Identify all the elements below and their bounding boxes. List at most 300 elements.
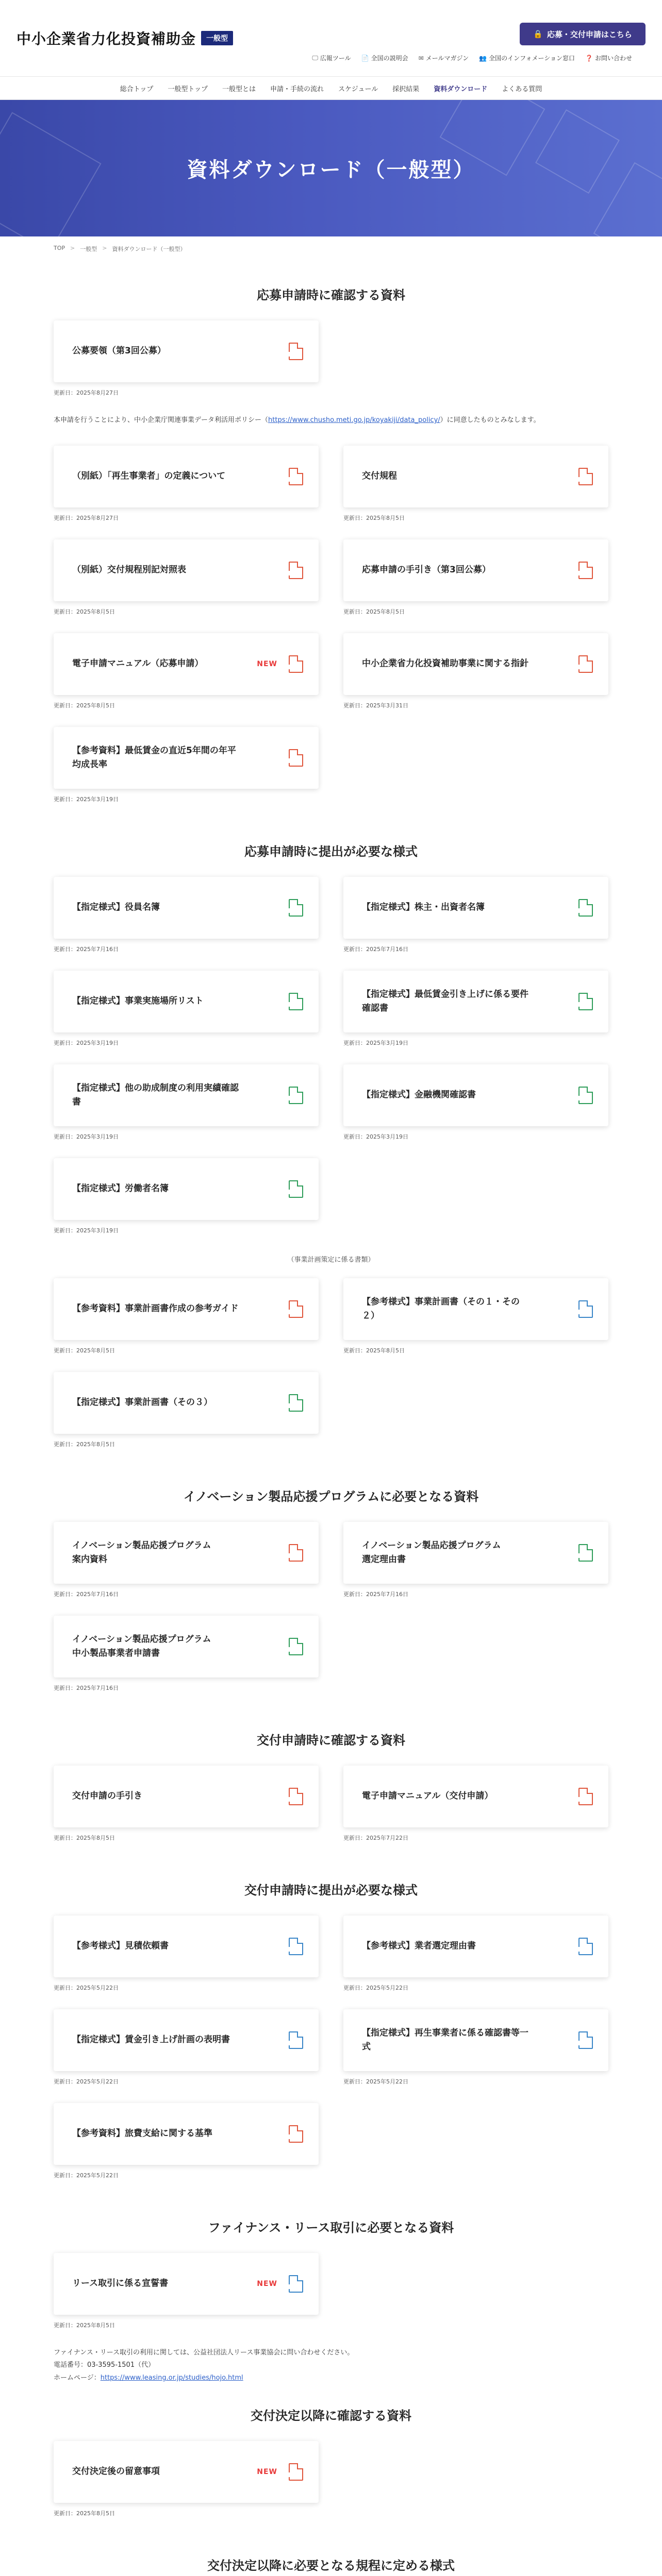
xls-file-icon	[289, 1394, 303, 1412]
document-card-meta	[289, 468, 303, 485]
document-card[interactable]	[343, 1766, 608, 1827]
updated-date: 更新日：2025年8月27日	[54, 514, 119, 521]
xls-file-icon	[578, 993, 593, 1010]
section-title: 交付申請時に提出が必要な様式	[244, 1883, 418, 1897]
file-type-label	[577, 1310, 588, 1314]
document-card-wrapper	[54, 1522, 319, 1598]
section-title: 交付決定以降に確認する資料	[251, 2408, 411, 2423]
file-type-text: PDF	[289, 2134, 297, 2139]
document-grid	[54, 446, 608, 821]
site-title[interactable]: 中小企業省力化投資補助金	[16, 30, 196, 47]
section-title: ファイナンス・リース取引に必要となる資料	[208, 2220, 454, 2235]
file-type-text: PDF	[289, 352, 297, 356]
document-card-wrapper	[54, 971, 319, 1047]
file-type-text: PDF	[289, 1797, 297, 1801]
file-type-text: PDF	[289, 664, 297, 669]
hero-decoration	[535, 109, 620, 194]
document-title: 【指定様式】株主・出資者名簿	[362, 902, 485, 913]
utility-links	[312, 54, 632, 62]
xls-file-icon	[289, 1638, 303, 1655]
document-card-meta	[578, 1300, 593, 1318]
document-card-wrapper	[54, 1158, 319, 1234]
pdf-file-icon	[289, 655, 303, 673]
external-link[interactable]: https://www.chusho.meti.go.jp/koyakiji/data_policy/	[268, 416, 440, 424]
document-title: 【指定様式】事業計画書（その３）	[72, 1397, 212, 1408]
file-type-label	[288, 1403, 297, 1408]
document-title: 交付申請の手引き	[72, 1791, 142, 1802]
document-card-meta	[289, 1394, 303, 1412]
file-type-label	[577, 571, 588, 575]
document-card[interactable]	[54, 877, 319, 939]
people-icon: 👥	[479, 54, 487, 62]
document-card[interactable]	[54, 1278, 319, 1340]
doc-file-icon	[578, 1300, 593, 1318]
file-type-label	[288, 2284, 299, 2289]
file-type-text: XLS	[578, 1095, 586, 1100]
document-title: 交付決定後の留意事項	[72, 2466, 160, 2477]
file-type-label	[577, 2041, 588, 2045]
pdf-file-icon	[289, 1544, 303, 1562]
file-type-text: PDF	[289, 477, 297, 481]
file-type-label	[288, 908, 297, 913]
document-icon: 📄	[361, 54, 369, 62]
document-card-wrapper	[54, 633, 319, 709]
document-card[interactable]	[54, 539, 319, 601]
xls-file-icon	[289, 993, 303, 1010]
document-card[interactable]	[54, 2009, 319, 2071]
global-nav	[0, 76, 662, 100]
document-card-meta	[289, 343, 303, 360]
updated-date: 更新日：2025年8月5日	[54, 1440, 115, 1448]
document-card-wrapper	[343, 539, 608, 616]
document-card-meta	[289, 749, 303, 767]
document-card-meta	[289, 1788, 303, 1805]
updated-date: 更新日：2025年8月5日	[54, 2510, 115, 2517]
file-type-label	[288, 477, 298, 482]
file-type-text: DOC	[578, 1309, 587, 1314]
hero-decoration	[593, 162, 662, 236]
document-title: イノベーション製品応援プログラム 選定理由書	[362, 1540, 501, 1565]
document-title: 交付規程	[362, 471, 397, 482]
document-card-wrapper	[54, 1372, 319, 1448]
document-card[interactable]	[343, 1522, 608, 1584]
file-type-label	[288, 571, 298, 575]
file-type-label	[288, 1310, 298, 1314]
file-type-text: PDF	[289, 758, 297, 762]
document-card-meta	[289, 1300, 303, 1318]
document-card-meta	[578, 1788, 593, 1805]
file-type-text: PDF	[289, 2472, 297, 2477]
xls-file-icon	[289, 1180, 303, 1198]
xls-file-icon	[578, 1544, 593, 1562]
lock-icon: 🔒	[533, 29, 543, 39]
file-type-label	[288, 2134, 298, 2139]
document-card-meta	[578, 655, 593, 673]
document-card[interactable]	[343, 1916, 608, 1977]
site-header	[0, 0, 662, 62]
new-badge: NEW	[257, 2467, 277, 2476]
document-card[interactable]	[343, 1064, 608, 1126]
xls-file-icon	[578, 899, 593, 917]
main-content	[54, 261, 608, 2576]
file-type-label	[288, 2041, 299, 2045]
file-type-label	[577, 1002, 587, 1007]
document-title: （別紙）「再生事業者」の定義について	[72, 471, 226, 482]
updated-date: 更新日：2025年7月16日	[343, 1590, 408, 1598]
document-title: イノベーション製品応援プログラム 中小製品事業者申請書	[72, 1634, 211, 1658]
document-title: 【参考様式】事業計画書（その１・その２）	[362, 1296, 520, 1321]
nav-item[interactable]: 一般型トップ	[168, 85, 208, 93]
updated-date: 更新日：2025年7月16日	[54, 1590, 119, 1598]
updated-date: 更新日：2025年3月19日	[54, 1133, 119, 1140]
breadcrumb-separator: >	[102, 245, 107, 251]
document-card-meta	[289, 1638, 303, 1655]
updated-date: 更新日：2025年8月5日	[343, 514, 405, 521]
document-card[interactable]	[54, 727, 319, 789]
info-note: ファイナンス・リース取引の利用に関しては、公益社団法人リース事業協会に問い合わせください。 電話番号：03-3595-1501（代） ホームページ：https://www.leasing.or.jp/studies/hojo.html	[54, 2348, 354, 2382]
document-grid	[54, 1766, 608, 1859]
file-type-label	[288, 665, 298, 669]
breadcrumb	[0, 236, 662, 261]
document-card-wrapper	[343, 1278, 608, 1354]
updated-date: 更新日：2025年8月5日	[343, 608, 405, 615]
utility-link-label: メールマガジン	[425, 55, 469, 62]
document-title: 【指定様式】金融機関確認書	[362, 1090, 476, 1100]
file-type-label	[288, 352, 298, 357]
document-title: 【指定様式】事業実施場所リスト	[72, 996, 204, 1007]
updated-date: 更新日：2025年8月5日	[343, 1347, 405, 1354]
document-card[interactable]	[54, 1522, 319, 1584]
breadcrumb-item: 資料ダウンロード（一般型）	[112, 246, 186, 252]
document-grid	[54, 1278, 608, 1466]
document-card-wrapper	[54, 1064, 319, 1141]
document-title: 電子申請マニュアル（応募申請）	[72, 658, 204, 669]
document-card[interactable]	[54, 1158, 319, 1220]
document-card[interactable]	[54, 446, 319, 507]
question-icon: ❓	[585, 54, 593, 62]
file-type-label	[288, 1002, 297, 1007]
document-grid	[54, 877, 608, 1252]
nav-item[interactable]: 申請・手続の流れ	[270, 85, 324, 93]
document-card[interactable]	[54, 1916, 319, 1977]
file-type-text: PDF	[289, 570, 297, 575]
updated-date: 更新日：2025年8月5日	[54, 1834, 115, 1841]
updated-date: 更新日：2025年5月22日	[343, 1984, 408, 1991]
document-card-wrapper	[54, 539, 319, 616]
file-type-label	[577, 665, 588, 669]
document-title: 【指定様式】賃金引き上げ計画の表明書	[72, 2035, 230, 2045]
apply-button-label: 応募・交付申請はこちら	[547, 29, 632, 39]
file-type-label	[288, 1797, 298, 1802]
document-card[interactable]	[343, 2009, 608, 2071]
file-type-text: XLS	[578, 1553, 586, 1557]
file-type-label	[288, 1190, 297, 1194]
nav-item[interactable]: よくある質問	[502, 85, 542, 93]
document-title: 電子申請マニュアル（交付申請）	[362, 1791, 493, 1802]
document-card-wrapper	[54, 2009, 319, 2086]
document-card-meta	[257, 2463, 303, 2481]
pdf-file-icon	[578, 562, 593, 579]
pdf-file-icon	[289, 562, 303, 579]
updated-date: 更新日：2025年3月19日	[54, 1039, 119, 1046]
new-badge: NEW	[257, 659, 277, 668]
pdf-file-icon	[289, 749, 303, 767]
updated-date: 更新日：2025年8月5日	[54, 2321, 115, 2329]
updated-date: 更新日：2025年7月22日	[343, 1834, 408, 1841]
file-type-text: DOC	[289, 1946, 297, 1951]
document-title: 【指定様式】再生事業者に係る確認書等一式	[362, 2027, 528, 2052]
document-card[interactable]	[54, 1766, 319, 1827]
file-type-text: PDF	[289, 1309, 297, 1314]
document-grid	[54, 1522, 608, 1709]
document-card[interactable]	[54, 2441, 319, 2503]
utility-link[interactable]	[312, 54, 351, 62]
document-title: 【指定様式】最低賃金引き上げに係る要件確認書	[362, 989, 528, 1013]
type-badge: 一般型	[201, 31, 233, 45]
document-card-wrapper	[343, 2009, 608, 2086]
document-grid	[54, 2441, 608, 2535]
document-card-wrapper	[54, 1766, 319, 1842]
file-type-text: XLS	[289, 908, 296, 912]
updated-date: 更新日：2025年5月22日	[54, 1984, 119, 1991]
site-logo[interactable]	[16, 28, 233, 48]
updated-date: 更新日：2025年3月31日	[343, 702, 408, 709]
file-type-text: PDF	[289, 1553, 297, 1557]
section-title: 応募申請時に提出が必要な様式	[244, 844, 418, 859]
pdf-file-icon	[289, 2463, 303, 2481]
file-type-text: DOC	[578, 1946, 587, 1951]
file-type-label	[288, 1553, 298, 1558]
mail-icon: ✉	[418, 54, 424, 62]
document-title: 【指定様式】他の助成制度の利用実績確認書	[72, 1082, 239, 1107]
document-card-wrapper	[54, 2103, 319, 2179]
utility-link-label: 全国のインフォメーション窓口	[489, 55, 575, 62]
document-title: 【指定様式】役員名簿	[72, 902, 160, 913]
document-card[interactable]	[343, 971, 608, 1032]
file-type-label	[288, 758, 298, 763]
file-type-label	[577, 1947, 588, 1952]
section-title: 交付決定以降に必要となる規程に定める様式	[207, 2558, 455, 2573]
document-card[interactable]	[343, 539, 608, 601]
document-card-meta	[289, 899, 303, 917]
hero-banner	[0, 100, 662, 236]
utility-link[interactable]	[419, 54, 469, 62]
monitor-icon: 🖵	[312, 54, 318, 61]
pdf-file-icon	[289, 343, 303, 360]
hero-decoration	[0, 112, 102, 236]
updated-date: 更新日：2025年5月22日	[54, 2172, 119, 2179]
file-type-text: XLS	[578, 908, 586, 912]
external-link[interactable]: https://www.leasing.or.jp/studies/hojo.html	[100, 2374, 243, 2382]
document-card-meta	[289, 993, 303, 1010]
document-title: 【参考様式】業者選定理由書	[362, 1941, 476, 1952]
document-card[interactable]	[54, 2103, 319, 2165]
document-grid	[54, 1916, 608, 2197]
document-card-wrapper	[343, 446, 608, 522]
file-type-text: DOC	[289, 2284, 297, 2289]
file-type-label	[577, 477, 588, 482]
xls-file-icon	[289, 1087, 303, 1104]
file-type-label	[288, 1947, 299, 1952]
document-card[interactable]	[343, 1278, 608, 1340]
file-type-label	[577, 1553, 587, 1558]
pdf-file-icon	[289, 2125, 303, 2143]
utility-link[interactable]	[585, 54, 632, 62]
document-grid	[54, 320, 608, 414]
document-card-meta	[257, 655, 303, 673]
breadcrumb-separator: >	[70, 245, 75, 251]
utility-link-label: 広報ツール	[320, 55, 351, 62]
document-card[interactable]	[343, 446, 608, 507]
section-title: イノベーション製品応援プログラムに必要となる資料	[183, 1489, 479, 1504]
pdf-file-icon	[289, 1788, 303, 1805]
updated-date: 更新日：2025年7月16日	[54, 945, 119, 953]
document-title: 【参考資料】最低賃金の直近5年間の年平均成長率	[72, 745, 236, 770]
document-title: 【参考資料】旅費支給に関する基準	[72, 2128, 212, 2139]
document-card-meta	[578, 562, 593, 579]
document-card[interactable]	[54, 633, 319, 695]
updated-date: 更新日：2025年5月22日	[343, 2078, 408, 2085]
document-card-meta	[578, 899, 593, 917]
document-card[interactable]	[343, 633, 608, 695]
subsection-heading: （事業計画策定に係る書類）	[287, 1256, 375, 1264]
document-card-wrapper	[343, 1064, 608, 1141]
document-card-wrapper	[54, 877, 319, 953]
apply-button[interactable]	[520, 23, 646, 45]
file-type-label	[577, 1096, 587, 1100]
pdf-file-icon	[289, 1300, 303, 1318]
info-note: 本申請を行うことにより、中小企業庁関連事業データ利活用ポリシー（https://www.chusho.meti.go.jp/koyakiji/data_policy/）に同意したものとみなします。	[54, 416, 540, 424]
file-type-label	[288, 1647, 297, 1652]
utility-link-label: お問い合わせ	[594, 55, 632, 62]
document-card-meta	[578, 2031, 593, 2049]
file-type-text: PDF	[578, 664, 587, 669]
nav-item[interactable]: 総合トップ	[120, 85, 154, 93]
document-card-wrapper	[343, 1766, 608, 1842]
doc-file-icon	[289, 2275, 303, 2293]
updated-date: 更新日：2025年3月19日	[343, 1039, 408, 1046]
file-type-text: XLS	[289, 1189, 296, 1194]
utility-link[interactable]	[361, 54, 408, 62]
file-type-label	[288, 2472, 298, 2477]
document-card[interactable]	[54, 1616, 319, 1677]
document-card-wrapper	[343, 971, 608, 1047]
section-title: 応募申請時に確認する資料	[257, 288, 405, 302]
document-card[interactable]	[54, 971, 319, 1032]
section-title: 交付申請時に確認する資料	[257, 1733, 405, 1748]
document-card-wrapper	[54, 1916, 319, 1992]
document-card[interactable]	[54, 1372, 319, 1434]
document-title: 公募要領（第3回公募）	[72, 346, 166, 357]
document-card[interactable]	[54, 1064, 319, 1126]
new-badge: NEW	[257, 2279, 277, 2288]
pdf-file-icon	[289, 468, 303, 485]
document-card-wrapper	[54, 1616, 319, 1692]
breadcrumb-item[interactable]: 一般型	[80, 246, 97, 252]
doc-file-icon	[289, 1938, 303, 1955]
document-title: 中小企業省力化投資補助事業に関する指針	[362, 658, 528, 669]
breadcrumb-item[interactable]: TOP	[54, 245, 65, 251]
nav-item[interactable]: 採択結果	[392, 85, 420, 93]
document-title: リース取引に係る宣誓書	[72, 2278, 169, 2289]
updated-date: 更新日：2025年7月16日	[343, 945, 408, 953]
updated-date: 更新日：2025年3月19日	[343, 1133, 408, 1140]
file-type-text: XLS	[289, 1403, 296, 1408]
document-card-meta	[289, 2125, 303, 2143]
document-title: 応募申請の手引き（第3回公募）	[362, 565, 491, 575]
file-type-text: XLS	[289, 1002, 296, 1006]
document-grid	[54, 2253, 608, 2347]
document-card-meta	[578, 1938, 593, 1955]
document-card-meta	[289, 1544, 303, 1562]
document-card-meta	[578, 1544, 593, 1562]
document-card[interactable]	[54, 2253, 319, 2315]
document-title: イノベーション製品応援プログラム 案内資料	[72, 1540, 211, 1565]
document-title: 【参考様式】見積依頼書	[72, 1941, 169, 1952]
document-card-wrapper	[54, 320, 319, 397]
nav-item[interactable]: 一般型とは	[222, 85, 256, 93]
document-card-wrapper	[343, 633, 608, 709]
document-card-meta	[578, 468, 593, 485]
doc-file-icon	[578, 2031, 593, 2049]
file-type-text: XLS	[578, 1002, 586, 1006]
page-title: 資料ダウンロード（一般型）	[187, 158, 475, 182]
document-title: （別紙）交付規程別記対照表	[72, 565, 186, 575]
document-card-wrapper	[54, 2253, 319, 2329]
utility-link-label: 全国の説明会	[371, 55, 408, 62]
file-type-text: XLS	[289, 1095, 296, 1100]
file-type-text: DOC	[289, 2040, 297, 2045]
document-card-wrapper	[343, 877, 608, 953]
updated-date: 更新日：2025年3月19日	[54, 1227, 119, 1234]
file-type-text: DOC	[578, 2040, 587, 2045]
updated-date: 更新日：2025年8月5日	[54, 702, 115, 709]
updated-date: 更新日：2025年8月5日	[54, 608, 115, 615]
document-card-meta	[578, 1087, 593, 1104]
file-type-text: PDF	[578, 570, 587, 575]
updated-date: 更新日：2025年8月5日	[54, 1347, 115, 1354]
nav-item[interactable]: 資料ダウンロード	[434, 85, 488, 93]
document-card-wrapper	[54, 1278, 319, 1354]
nav-item[interactable]: スケジュール	[338, 85, 378, 93]
updated-date: 更新日：2025年5月22日	[54, 2078, 119, 2085]
doc-file-icon	[578, 1938, 593, 1955]
document-card-wrapper	[343, 1522, 608, 1598]
document-card[interactable]	[343, 877, 608, 939]
xls-file-icon	[578, 1087, 593, 1104]
document-card-meta	[289, 1180, 303, 1198]
document-card-wrapper	[54, 446, 319, 522]
pdf-file-icon	[578, 655, 593, 673]
file-type-label	[288, 1096, 297, 1100]
document-title: 【指定様式】労働者名簿	[72, 1183, 169, 1194]
file-type-label	[577, 908, 587, 913]
pdf-file-icon	[578, 1788, 593, 1805]
xls-file-icon	[289, 899, 303, 917]
updated-date: 更新日：2025年7月16日	[54, 1684, 119, 1691]
file-type-text: XLS	[289, 1647, 296, 1651]
document-card-wrapper	[54, 727, 319, 803]
file-type-label	[577, 1797, 588, 1802]
utility-link[interactable]	[479, 54, 575, 62]
document-title: 【参考資料】事業計画書作成の参考ガイド	[72, 1303, 239, 1314]
document-card-meta	[257, 2275, 303, 2293]
document-card-meta	[289, 562, 303, 579]
document-card[interactable]	[54, 320, 319, 382]
document-card-meta	[289, 1087, 303, 1104]
updated-date: 更新日：2025年8月27日	[54, 389, 119, 396]
updated-date: 更新日：2025年3月19日	[54, 795, 119, 803]
